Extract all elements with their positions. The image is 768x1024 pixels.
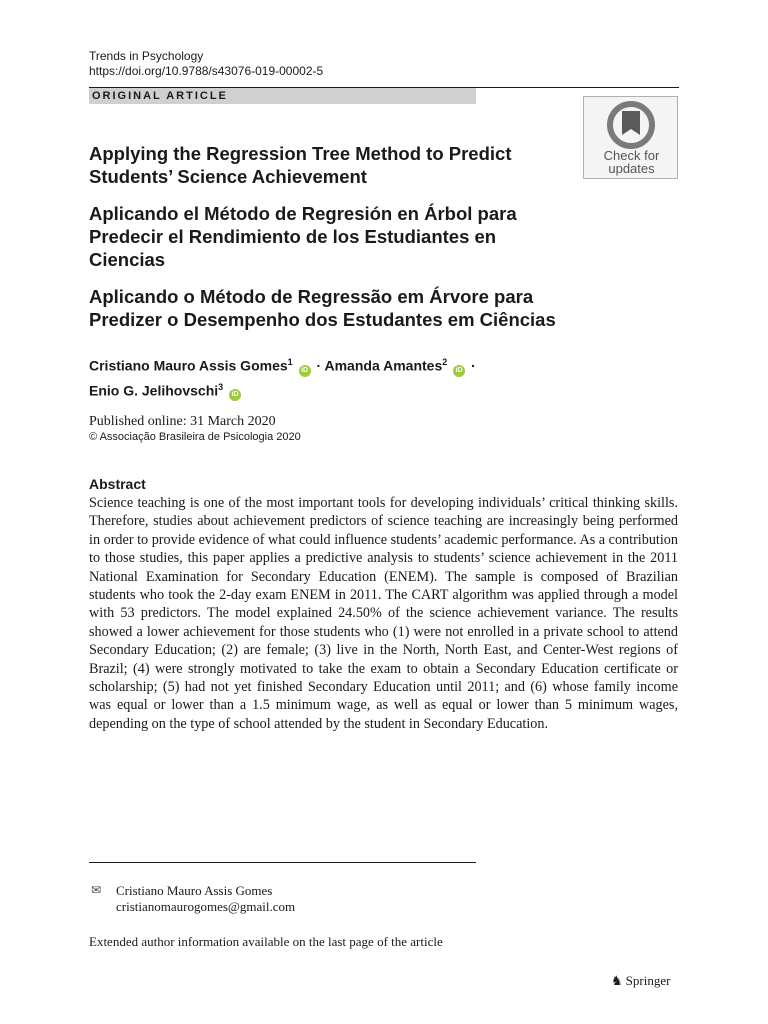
copyright-text: Associação Brasileira de Psicologia 2020 (99, 431, 301, 443)
copyright-line (89, 430, 301, 444)
author-name[interactable]: Enio G. Jelihovschi (89, 382, 219, 399)
footnote-rule (89, 862, 476, 863)
journal-name: Trends in Psychology (89, 49, 204, 63)
title-english (89, 142, 559, 188)
doi-link[interactable]: https://doi.org/10.9788/s43076-019-00002-5 (89, 64, 324, 78)
title-line: Students’ Science Achievement (89, 166, 367, 187)
title-line: Aplicando el Método de Regresión en Árbol para (89, 203, 517, 224)
author-name[interactable]: Amanda Amantes (324, 357, 443, 374)
publisher-name: Springer (625, 973, 671, 988)
badge-line-1: Check for (603, 148, 660, 163)
orcid-icon[interactable]: iD (453, 365, 465, 377)
envelope-icon: ✉ (91, 883, 102, 897)
badge-line-2: updates (608, 161, 655, 176)
published-date: Published online: 31 March 2020 (89, 414, 276, 429)
journal-header (89, 49, 323, 79)
author-separator: · (471, 357, 476, 374)
publisher-logo (611, 973, 670, 989)
corresponding-author-email[interactable]: cristianomaurogomes@gmail.com (116, 899, 296, 914)
article-type-label: ORIGINAL ARTICLE (92, 90, 228, 102)
author-name[interactable]: Cristiano Mauro Assis Gomes (89, 357, 288, 374)
title-spanish (89, 202, 559, 271)
corresponding-author-name: Cristiano Mauro Assis Gomes (116, 883, 273, 898)
author-list (89, 352, 559, 401)
orcid-icon[interactable]: iD (229, 389, 241, 401)
affiliation-mark: 1 (287, 357, 293, 367)
affiliation-mark: 3 (218, 381, 224, 392)
title-line: Predecir el Rendimiento de los Estudiantes en (89, 226, 497, 247)
springer-horse-icon: ♞ (611, 973, 623, 988)
title-portuguese (89, 285, 559, 331)
author-separator: · (316, 357, 322, 374)
title-line: Ciencias (89, 249, 166, 270)
title-line: Aplicando o Método de Regressão em Árvore para (89, 286, 534, 307)
check-updates-icon (606, 101, 656, 149)
title-line: Predizer o Desempenho dos Estudantes em Ciências (89, 309, 556, 330)
abstract-heading: Abstract (89, 476, 146, 492)
title-line: Applying the Regression Tree Method to Predict (89, 143, 512, 164)
affiliation-mark: 2 (442, 357, 448, 367)
check-for-updates-badge[interactable] (583, 96, 678, 179)
orcid-icon[interactable]: iD (299, 365, 311, 377)
extended-author-info: Extended author information available on the last page of the article (89, 934, 443, 949)
abstract-body: Science teaching is one of the most important tools for developing individuals’ critical thinking skills. Therefore, studies about achievement predictors of science teaching are increasingly being performed in order to provide evidence of what could influence students’ academic performance. As a contribution to those studies, this paper applies a predictive analysis to students’ science achievement in the 2011 National Examination for Secondary Education (ENEM). The sample is composed of Brazilian students who took the 2-day exam ENEM in 2011. The CART algorithm was applied through a model with 53 predictors. The model explained 24.50% of the science achievement variance. The results showed a lower achievement for those students who (1) were not enrolled in a private school to attend Secondary Education; (2) are female; (3) live in the North, North East, and Center-West regions of Brazil; (4) were strongly motivated to take the exam to obtain a Secondary Education certificate or scholarship; (5) had not yet finished Secondary Education until 2011; and (6) whose family income was equal or lower than a 1.5 minimum wage, as well as equal or lower than 5 minimum wages, depending on the type of school attended by the student in Secondary Education. (89, 495, 678, 732)
copyright-icon: © (89, 431, 98, 443)
